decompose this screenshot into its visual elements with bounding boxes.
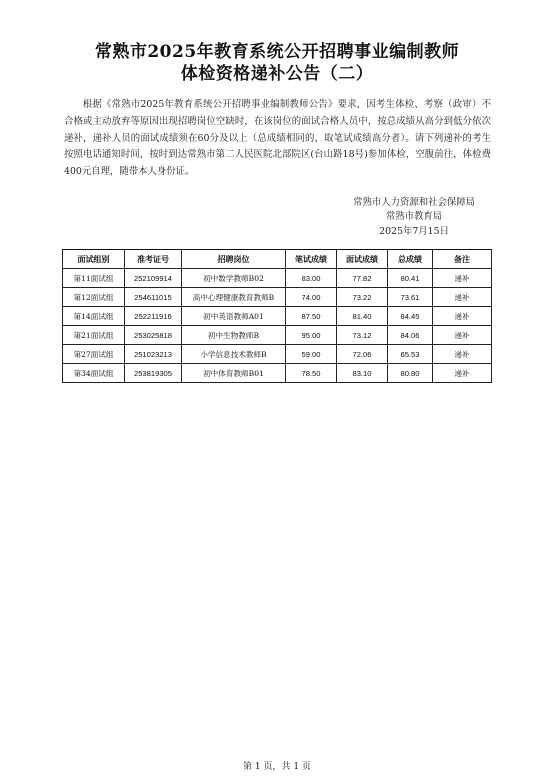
cell-written-score: 83.00: [286, 269, 337, 288]
cell-interview-score: 73.22: [337, 288, 388, 307]
cell-ticket: 254611015: [125, 288, 182, 307]
issuer-hrss-bureau: 常熟市人力资源和社会保障局: [353, 197, 475, 208]
cell-position: 小学信息技术教师B: [182, 345, 286, 364]
cell-ticket: 252109914: [125, 269, 182, 288]
cell-group: 第21面试组: [63, 326, 125, 345]
cell-written-score: 95.00: [286, 326, 337, 345]
cell-total-score: 73.61: [388, 288, 433, 307]
cell-interview-score: 72.06: [337, 345, 388, 364]
cell-interview-score: 73.12: [337, 326, 388, 345]
issue-date: 2025年7月15日: [379, 225, 449, 237]
cell-position: 高中心理健康教育教师B: [182, 288, 286, 307]
cell-written-score: 59.00: [286, 345, 337, 364]
cell-interview-score: 83.10: [337, 364, 388, 383]
column-header-group: 面试组别: [63, 250, 125, 269]
cell-position: 初中体育教师B01: [182, 364, 286, 383]
cell-remark: 递补: [433, 288, 492, 307]
cell-total-score: 84.45: [388, 307, 433, 326]
table-row: [63, 345, 492, 364]
cell-total-score: 65.53: [388, 345, 433, 364]
cell-group: 第34面试组: [63, 364, 125, 383]
cell-interview-score: 81.40: [337, 307, 388, 326]
cell-ticket: 252211916: [125, 307, 182, 326]
announcement-body: 根据《常熟市2025年教育系统公开招聘事业编制教师公告》要求，因考生体检、考察（政审）不合格或主动放弃等原因出现招聘岗位空缺时，在该岗位的面试合格人员中，按总成绩从高分到低分依次递补，递补人员的面试成绩须在60分及以上（总成绩相同的，取笔试成绩高分者）。请下列递补的考生按照电话通知时间，按时到达常熟市第二人民医院北部院区(台山路18号)参加体检，空腹前往，体检费400元自理，随带本人身份证。: [64, 99, 491, 178]
cell-remark: 递补: [433, 364, 492, 383]
results-table: [62, 249, 492, 383]
cell-total-score: 84.06: [388, 326, 433, 345]
column-header-remark: 备注: [433, 250, 492, 269]
cell-remark: 递补: [433, 307, 492, 326]
cell-remark: 递补: [433, 345, 492, 364]
cell-group: 第12面试组: [63, 288, 125, 307]
cell-remark: 递补: [433, 269, 492, 288]
column-header-position: 招聘岗位: [182, 250, 286, 269]
cell-ticket: 251023213: [125, 345, 182, 364]
cell-group: 第11面试组: [63, 269, 125, 288]
cell-position: 初中生物教师B: [182, 326, 286, 345]
table-row: [63, 307, 492, 326]
column-header-total-score: 总成绩: [388, 250, 433, 269]
signature-block: [353, 196, 475, 239]
cell-group: 第14面试组: [63, 307, 125, 326]
document-title-line2: 体检资格递补公告（二）: [180, 64, 374, 84]
cell-total-score: 80.41: [388, 269, 433, 288]
cell-written-score: 78.50: [286, 364, 337, 383]
document-title-line1: 常熟市2025年教育系统公开招聘事业编制教师: [94, 42, 460, 62]
cell-written-score: 74.00: [286, 288, 337, 307]
column-header-ticket: 准考证号: [125, 250, 182, 269]
cell-total-score: 80.80: [388, 364, 433, 383]
table-row: [63, 269, 492, 288]
cell-group: 第27面试组: [63, 345, 125, 364]
table-row: [63, 288, 492, 307]
column-header-written-score: 笔试成绩: [286, 250, 337, 269]
cell-position: 初中英语教师A01: [182, 307, 286, 326]
table-header-row: [63, 250, 492, 269]
cell-ticket: 253819305: [125, 364, 182, 383]
issuer-education-bureau: 常熟市教育局: [385, 211, 443, 223]
column-header-interview-score: 面试成绩: [337, 250, 388, 269]
cell-written-score: 87.50: [286, 307, 337, 326]
page-footer: 第 1 页，共 1 页: [243, 762, 311, 772]
cell-position: 初中数学教师B02: [182, 269, 286, 288]
cell-interview-score: 77.82: [337, 269, 388, 288]
table-row: [63, 326, 492, 345]
table-row: [63, 364, 492, 383]
cell-remark: 递补: [433, 326, 492, 345]
cell-ticket: 253025818: [125, 326, 182, 345]
